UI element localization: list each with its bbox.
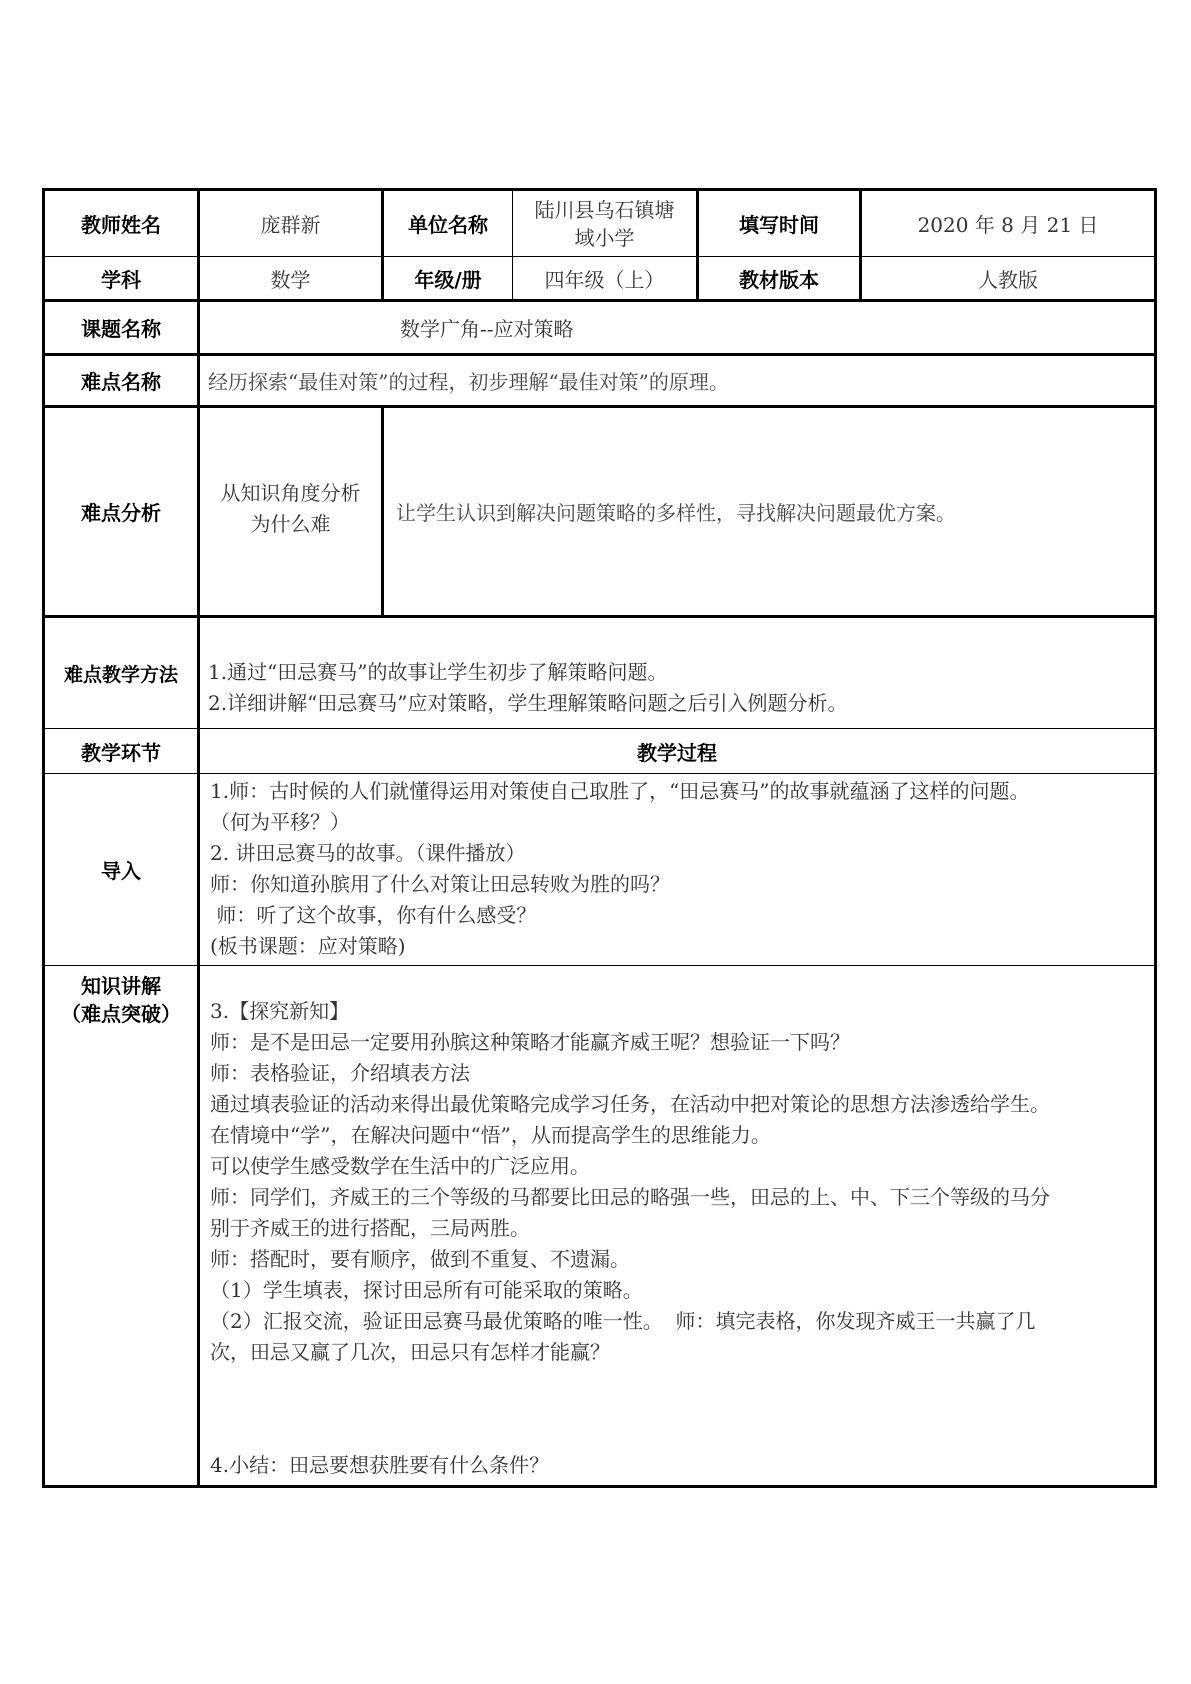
edition-value: 人教版 xyxy=(861,257,1156,301)
subject-label: 学科 xyxy=(44,257,199,301)
knowledge-line-12: 次，田忌又赢了几次，田忌只有怎样才能赢？ xyxy=(210,1340,610,1364)
lesson-plan-sheet xyxy=(42,188,1154,1488)
knowledge-line-10: （1）学生填表，探讨田忌所有可能采取的策略。 xyxy=(210,1278,643,1302)
method-value xyxy=(199,617,1156,729)
date-label: 填写时间 xyxy=(698,190,861,257)
unit-label: 单位名称 xyxy=(383,190,513,257)
intro-line-5: 师：听了这个故事，你有什么感受？ xyxy=(210,903,537,927)
analysis-label: 难点分析 xyxy=(44,407,199,617)
edition-label: 教材版本 xyxy=(698,257,861,301)
knowledge-line-6: 可以使学生感受数学在生活中的广泛应用。 xyxy=(210,1154,590,1178)
row-knowledge xyxy=(44,966,1156,1487)
knowledge-label-line1: 知识讲解 xyxy=(81,974,161,998)
unit-value-line2: 域小学 xyxy=(574,225,635,250)
knowledge-line-11: （2）汇报交流，验证田忌赛马最优策略的唯一性。 师：填完表格，你发现齐威王一共赢了几 xyxy=(210,1309,1036,1333)
knowledge-label xyxy=(44,966,199,1487)
knowledge-line-9: 师：搭配时，要有顺序，做到不重复、不遗漏。 xyxy=(210,1247,630,1271)
difficulty-value: 经历探索“最佳对策”的过程，初步理解“最佳对策”的原理。 xyxy=(199,355,1156,407)
date-value: 2020 年 8 月 21 日 xyxy=(861,190,1156,257)
knowledge-line-8: 别于齐威王的进行搭配，三局两胜。 xyxy=(210,1216,530,1240)
knowledge-line-3: 师：表格验证，介绍填表方法 xyxy=(210,1061,470,1085)
unit-value-line1: 陆川县乌石镇塘 xyxy=(534,197,675,222)
knowledge-content xyxy=(199,966,1156,1487)
knowledge-line-1: 3.【探究新知】 xyxy=(210,999,350,1023)
row-lesson-title xyxy=(44,301,1156,355)
intro-line-4: 师：你知道孙膑用了什么对策让田忌转败为胜的吗？ xyxy=(210,872,670,896)
row-analysis xyxy=(44,407,1156,617)
stage-header: 教学环节 xyxy=(44,729,199,774)
row-teacher xyxy=(44,190,1156,257)
intro-line-3: 2. 讲田忌赛马的故事。（课件播放） xyxy=(210,841,526,865)
method-line-1: 1.通过“田忌赛马”的故事让学生初步了解策略问题。 xyxy=(208,660,668,684)
intro-label: 导入 xyxy=(44,774,199,966)
difficulty-label: 难点名称 xyxy=(44,355,199,407)
intro-line-2: （何为平移？） xyxy=(210,810,350,834)
lesson-title-text: 数学广角--应对策略 xyxy=(400,317,574,341)
intro-line-6: (板书课题：应对策略) xyxy=(210,934,406,958)
row-process-header xyxy=(44,729,1156,774)
method-line-2: 2.详细讲解“田忌赛马”应对策略，学生理解策略问题之后引入例题分析。 xyxy=(208,691,848,715)
analysis-subheading xyxy=(199,407,383,617)
row-method xyxy=(44,617,1156,729)
grade-label: 年级/册 xyxy=(383,257,513,301)
knowledge-line-7: 师：同学们，齐威王的三个等级的马都要比田忌的略强一些，田忌的上、中、下三个等级的马分 xyxy=(210,1185,1050,1209)
process-header: 教学过程 xyxy=(199,729,1156,774)
intro-content xyxy=(199,774,1156,966)
row-difficulty xyxy=(44,355,1156,407)
teacher-label: 教师姓名 xyxy=(44,190,199,257)
method-label: 难点教学方法 xyxy=(44,617,199,729)
unit-value xyxy=(513,190,698,257)
row-intro xyxy=(44,774,1156,966)
lesson-title-label: 课题名称 xyxy=(44,301,199,355)
analysis-value: 让学生认识到解决问题策略的多样性，寻找解决问题最优方案。 xyxy=(383,407,1156,617)
analysis-subheading-line1: 从知识角度分析 xyxy=(220,481,361,505)
subject-value: 数学 xyxy=(199,257,383,301)
knowledge-line-5: 在情境中“学”，在解决问题中“悟”，从而提高学生的思维能力。 xyxy=(210,1123,771,1147)
intro-line-1: 1.师：古时候的人们就懂得运用对策使自己取胜了，“田忌赛马”的故事就蕴涵了这样的问题。 xyxy=(210,779,1030,803)
summary-line: 4.小结：田忌要想获胜要有什么条件？ xyxy=(210,1453,550,1477)
lesson-plan-table xyxy=(42,188,1157,1488)
grade-value: 四年级（上） xyxy=(513,257,698,301)
lesson-title-value xyxy=(199,301,1156,355)
knowledge-line-2: 师：是不是田忌一定要用孙膑这种策略才能赢齐威王呢？想验证一下吗？ xyxy=(210,1030,850,1054)
analysis-subheading-line2: 为什么难 xyxy=(250,512,331,536)
knowledge-label-line2: （难点突破） xyxy=(61,1002,181,1026)
teacher-value: 庞群新 xyxy=(199,190,383,257)
knowledge-line-4: 通过填表验证的活动来得出最优策略完成学习任务，在活动中把对策论的思想方法渗透给学生。 xyxy=(210,1092,1050,1116)
row-subject xyxy=(44,257,1156,301)
